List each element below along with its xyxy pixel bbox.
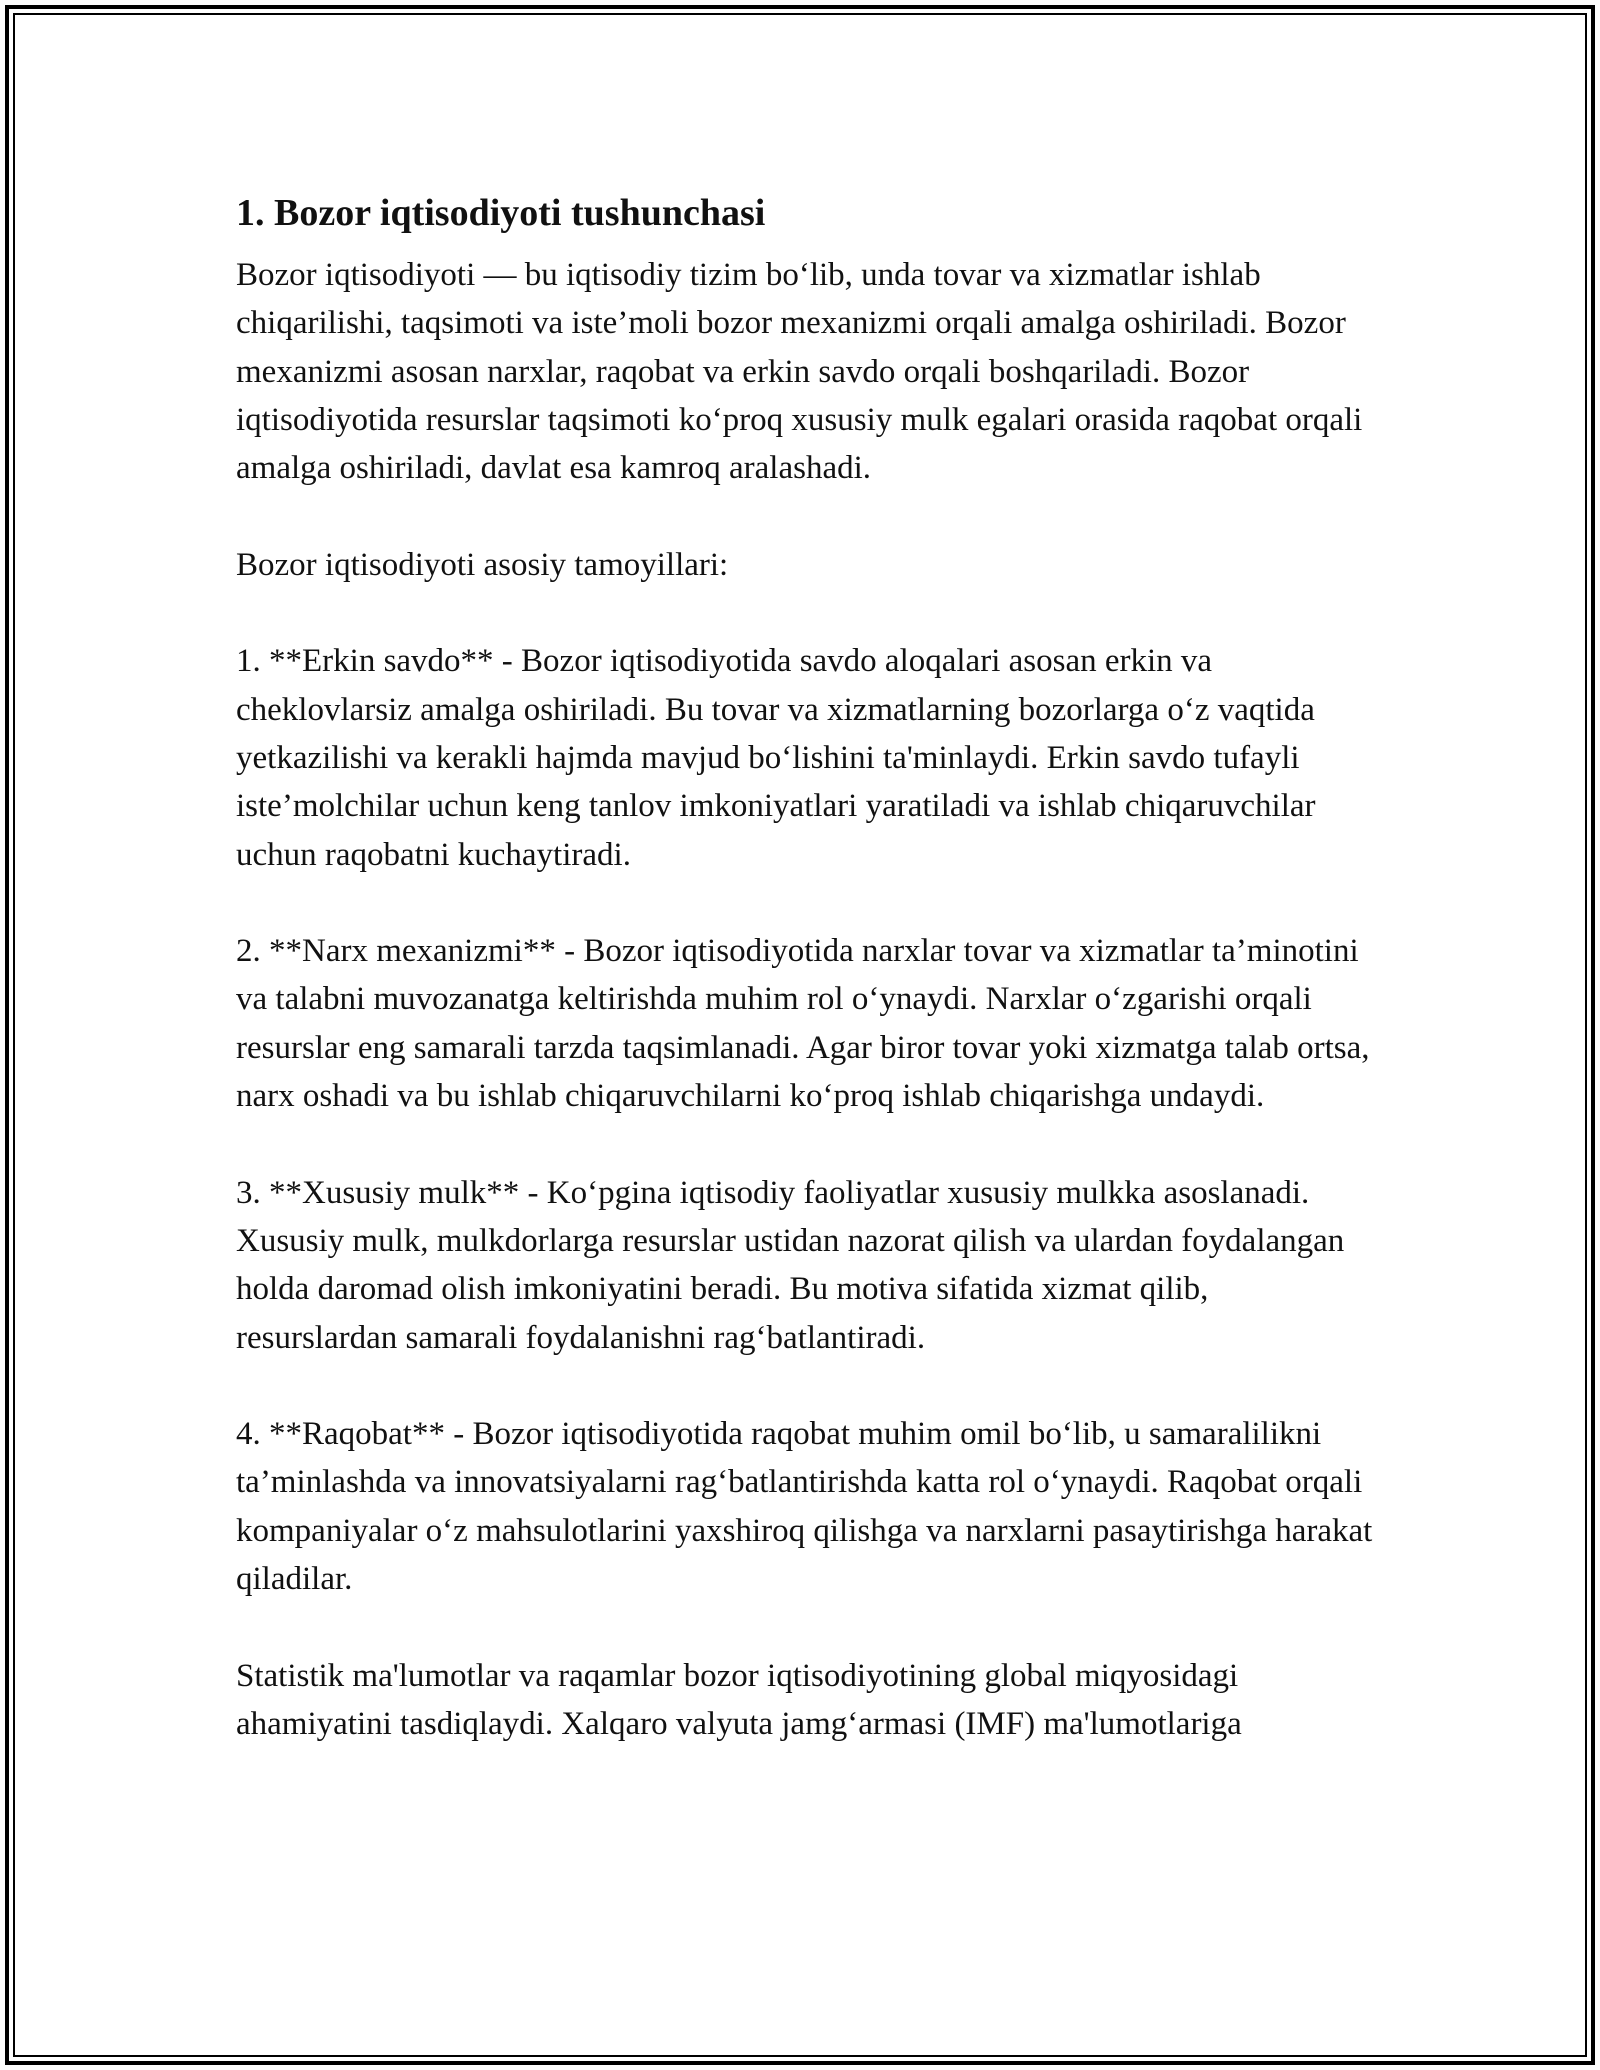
paragraph-free-trade: 1. **Erkin savdo** - Bozor iqtisodiyotida savdo aloqalari asosan erkin va cheklovlarsiz amalga oshiriladi. Bu tovar va xizmatlarning bozorlarga o‘z vaqtida yetkazilishi va kerakli hajmda mavjud bo‘lishini ta'minlaydi. Erkin savdo tufayli iste’molchilar uchun keng tanlov imkoniyatlari yaratiladi va ishlab chiqaruvchilar uchun raqobatni kuchaytiradi.: [236, 643, 1316, 873]
paragraph-principles-intro: Bozor iqtisodiyoti asosiy tamoyillari:: [236, 546, 729, 583]
document-body: [236, 188, 1376, 1748]
section-heading: 1. Bozor iqtisodiyoti tushunchasi: [236, 192, 766, 234]
paragraph-private-property: 3. **Xususiy mulk** - Ko‘pgina iqtisodiy faoliyatlar xususiy mulkka asoslanadi. Xususiy mulk, mulkdorlarga resurslar ustidan nazorat qilish va ulardan foydalangan holda daromad olish imkoniyatini beradi. Bu motiva sifatida xizmat qilib, resurslardan samarali foydalanishni rag‘batlantiradi.: [236, 1174, 1345, 1356]
paragraph-statistics: Statistik ma'lumotlar va raqamlar bozor iqtisodiyotining global miqyosidagi ahamiyatini tasdiqlaydi. Xalqaro valyuta jamg‘armasi (IMF) ma'lumotlariga: [236, 1657, 1242, 1742]
paragraph-definition: Bozor iqtisodiyoti — bu iqtisodiy tizim bo‘lib, unda tovar va xizmatlar ishlab chiqarilishi, taqsimoti va iste’moli bozor mexanizmi orqali amalga oshiriladi. Bozor mexanizmi asosan narxlar, raqobat va erkin savdo orqali boshqariladi. Bozor iqtisodiyotida resurslar taqsimoti ko‘proq xususiy mulk egalari orasida raqobat orqali amalga oshiriladi, davlat esa kamroq aralashadi.: [236, 257, 1363, 487]
paragraph-competition: 4. **Raqobat** - Bozor iqtisodiyotida raqobat muhim omil bo‘lib, u samaralilikni ta’minlashda va innovatsiyalarni rag‘batlantirishda katta rol o‘ynaydi. Raqobat orqali kompaniyalar o‘z mahsulotlarini yaxshiroq qilishga va narxlarni pasaytirishga harakat qiladilar.: [236, 1416, 1373, 1598]
paragraph-price-mechanism: 2. **Narx mexanizmi** - Bozor iqtisodiyotida narxlar tovar va xizmatlar ta’minotini va talabni muvozanatga keltirishda muhim rol o‘ynaydi. Narxlar o‘zgarishi orqali resurslar eng samarali tarzda taqsimlanadi. Agar biror tovar yoki xizmatga talab ortsa, narx oshadi va bu ishlab chiqaruvchilarni ko‘proq ishlab chiqarishga undaydi.: [236, 933, 1370, 1115]
